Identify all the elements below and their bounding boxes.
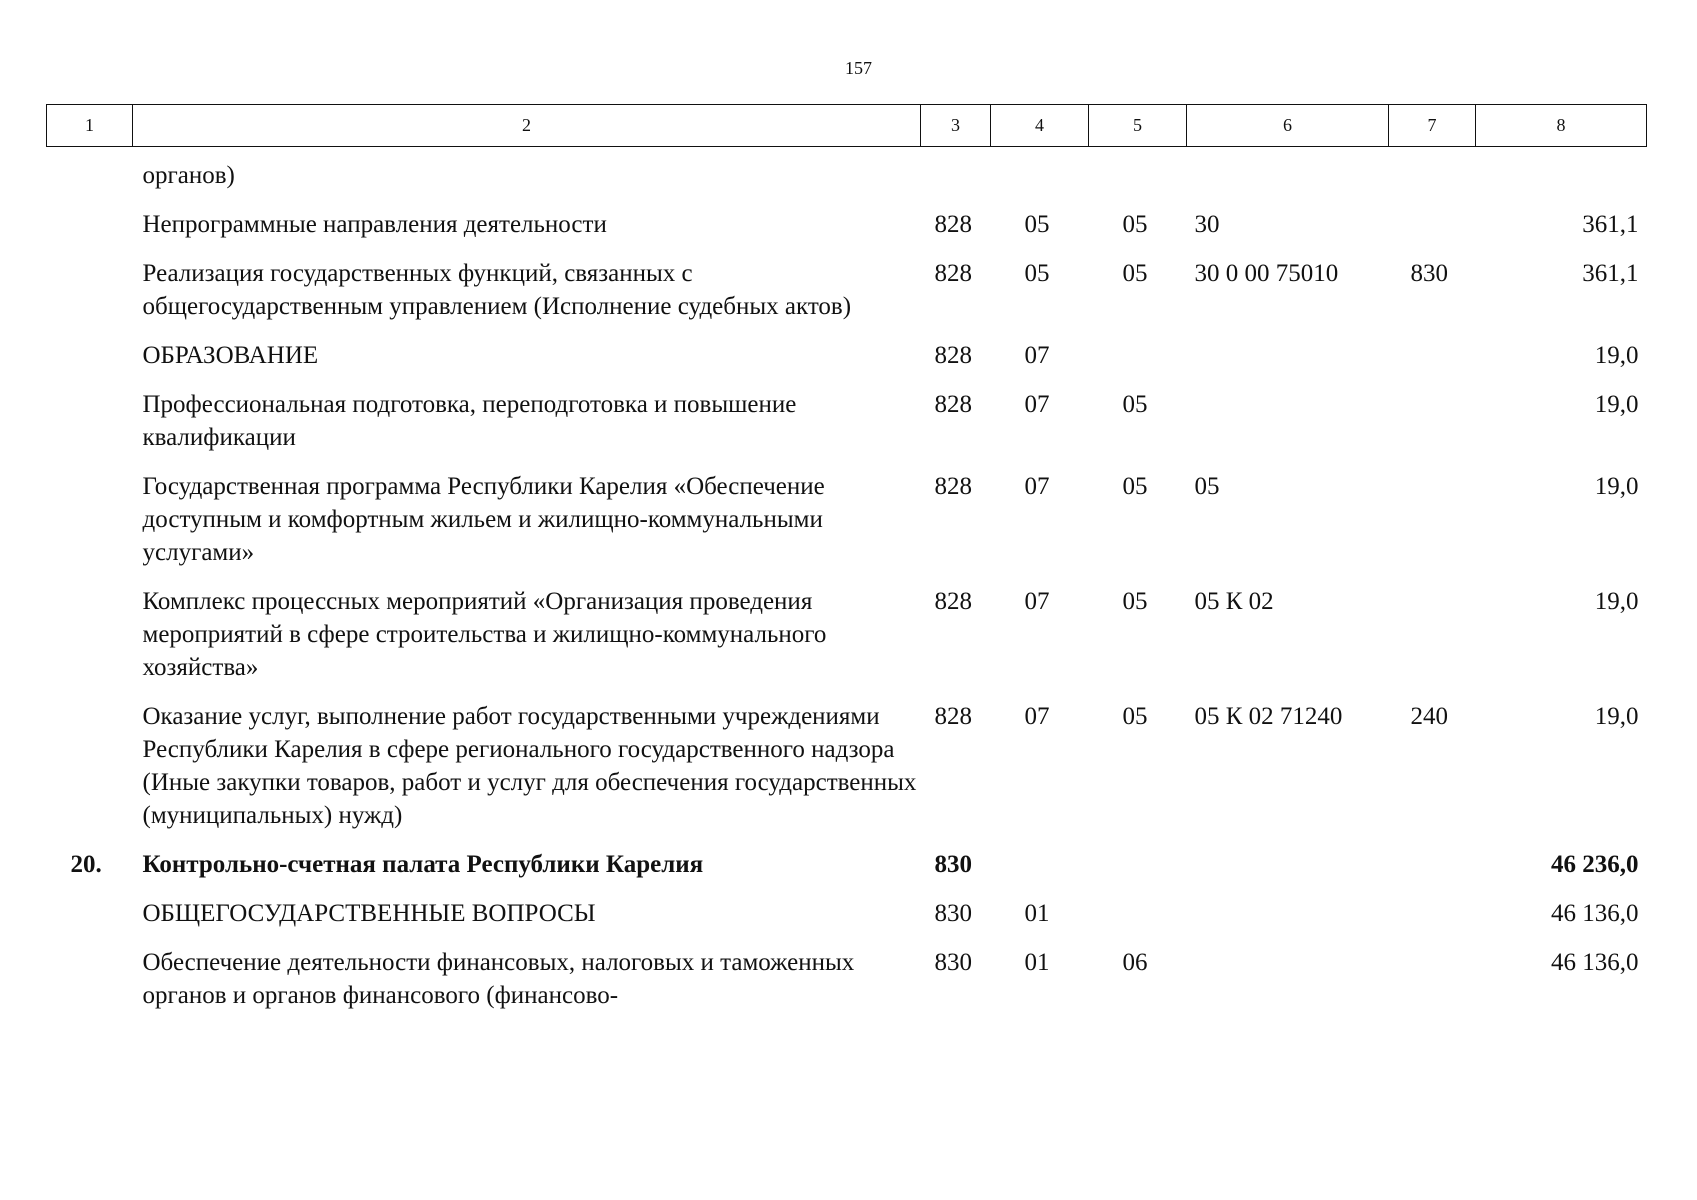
row-name: Непрограммные направления деятельности xyxy=(142,211,607,238)
row-number xyxy=(47,897,133,946)
row-name: Оказание услуг, выполнение работ государственными учреждениями Республики Карелия в сфере регионального государственного надзора (Иные закупки товаров, работ и услуг для обеспечения государственных (муниципальных) нужд) xyxy=(142,703,917,829)
row-target-article xyxy=(1187,388,1389,470)
table-body xyxy=(47,147,1647,1029)
row-ministry-code: 828 xyxy=(934,391,972,418)
row-section: 01 xyxy=(1024,900,1050,927)
table-row xyxy=(47,388,1647,470)
row-expense-type xyxy=(1389,208,1476,257)
row-name: Государственная программа Республики Карелия «Обеспечение доступным и комфортным жильем и жилищно-коммунальными услугами» xyxy=(142,473,825,566)
row-amount: 361,1 xyxy=(1582,260,1639,287)
row-amount: 19,0 xyxy=(1594,342,1639,369)
row-expense-type xyxy=(1389,339,1476,388)
row-expense-type xyxy=(1389,147,1476,209)
row-target-article: 05 К 02 xyxy=(1194,588,1274,615)
row-name: Контрольно-счетная палата Республики Карелия xyxy=(142,851,704,878)
row-section: 07 xyxy=(1024,391,1050,418)
row-number xyxy=(47,946,133,1028)
row-number: 20. xyxy=(70,851,102,878)
row-subsection xyxy=(1089,848,1187,897)
row-name: Обеспечение деятельности финансовых, налоговых и таможенных органов и органов финансового (финансово- xyxy=(142,949,855,1009)
row-subsection: 05 xyxy=(1122,473,1148,500)
page-number: 157 xyxy=(845,58,872,78)
row-expense-type xyxy=(1389,848,1476,897)
row-expense-type xyxy=(1389,470,1476,585)
row-target-article: 30 xyxy=(1194,211,1220,238)
row-section: 01 xyxy=(1024,949,1050,976)
row-ministry-code: 830 xyxy=(934,949,972,976)
table-row xyxy=(47,147,1647,209)
header-col-8: 8 xyxy=(1476,105,1647,147)
row-ministry-code: 828 xyxy=(934,260,972,287)
header-col-3: 3 xyxy=(921,105,991,147)
row-section xyxy=(991,147,1089,209)
row-subsection: 06 xyxy=(1122,949,1148,976)
row-name: Реализация государственных функций, связанных с общегосударственным управлением (Исполнение судебных актов) xyxy=(142,260,852,320)
row-number xyxy=(47,147,133,209)
row-amount: 19,0 xyxy=(1594,473,1639,500)
table-row xyxy=(47,339,1647,388)
row-expense-type: 240 xyxy=(1410,703,1448,730)
table-row xyxy=(47,848,1647,897)
row-expense-type xyxy=(1389,946,1476,1028)
row-section: 05 xyxy=(1024,260,1050,287)
row-subsection: 05 xyxy=(1122,211,1148,238)
row-name: Профессиональная подготовка, переподготовка и повышение квалификации xyxy=(142,391,797,451)
row-target-article xyxy=(1187,147,1389,209)
row-section: 07 xyxy=(1024,588,1050,615)
row-target-article: 05 xyxy=(1194,473,1220,500)
row-expense-type xyxy=(1389,897,1476,946)
row-ministry-code: 828 xyxy=(934,473,972,500)
header-col-6: 6 xyxy=(1187,105,1389,147)
row-amount: 46 136,0 xyxy=(1551,949,1639,976)
row-number xyxy=(47,470,133,585)
row-name: ОБРАЗОВАНИЕ xyxy=(142,342,319,369)
row-target-article xyxy=(1187,946,1389,1028)
row-name: ОБЩЕГОСУДАРСТВЕННЫЕ ВОПРОСЫ xyxy=(142,900,596,927)
row-amount: 19,0 xyxy=(1594,588,1639,615)
row-name: Комплекс процессных мероприятий «Организация проведения мероприятий в сфере строительства и жилищно-коммунального хозяйства» xyxy=(142,588,827,681)
row-subsection: 05 xyxy=(1122,260,1148,287)
row-amount xyxy=(1476,147,1647,209)
row-number xyxy=(47,257,133,339)
row-number xyxy=(47,388,133,470)
header-col-4: 4 xyxy=(991,105,1089,147)
row-target-article: 30 0 00 75010 xyxy=(1194,260,1339,287)
row-section: 05 xyxy=(1024,211,1050,238)
row-subsection xyxy=(1089,147,1187,209)
header-col-1: 1 xyxy=(47,105,133,147)
row-amount: 46 136,0 xyxy=(1551,900,1639,927)
row-name: органов) xyxy=(142,162,235,189)
row-subsection: 05 xyxy=(1122,391,1148,418)
row-subsection: 05 xyxy=(1122,703,1148,730)
budget-table xyxy=(46,104,1647,1028)
row-number xyxy=(47,700,133,848)
row-expense-type: 830 xyxy=(1410,260,1448,287)
row-ministry-code: 828 xyxy=(934,211,972,238)
row-subsection xyxy=(1089,897,1187,946)
row-section: 07 xyxy=(1024,342,1050,369)
row-amount: 46 236,0 xyxy=(1551,851,1639,878)
table-row xyxy=(47,257,1647,339)
row-target-article xyxy=(1187,339,1389,388)
row-subsection xyxy=(1089,339,1187,388)
row-ministry-code: 828 xyxy=(934,703,972,730)
row-number xyxy=(47,585,133,700)
table-row xyxy=(47,208,1647,257)
row-target-article: 05 К 02 71240 xyxy=(1194,703,1343,730)
header-col-5: 5 xyxy=(1089,105,1187,147)
row-ministry-code xyxy=(921,147,991,209)
row-target-article xyxy=(1187,897,1389,946)
row-section xyxy=(991,848,1089,897)
row-expense-type xyxy=(1389,388,1476,470)
table-row xyxy=(47,470,1647,585)
row-number xyxy=(47,339,133,388)
row-ministry-code: 828 xyxy=(934,588,972,615)
header-row xyxy=(47,105,1647,147)
row-amount: 19,0 xyxy=(1594,391,1639,418)
row-ministry-code: 828 xyxy=(934,342,972,369)
row-section: 07 xyxy=(1024,703,1050,730)
table-row xyxy=(47,700,1647,848)
header-col-7: 7 xyxy=(1389,105,1476,147)
row-amount: 19,0 xyxy=(1594,703,1639,730)
header-col-2: 2 xyxy=(133,105,921,147)
row-expense-type xyxy=(1389,585,1476,700)
table-row xyxy=(47,946,1647,1028)
row-ministry-code: 830 xyxy=(934,900,972,927)
row-number xyxy=(47,208,133,257)
row-section: 07 xyxy=(1024,473,1050,500)
table-row xyxy=(47,897,1647,946)
row-amount: 361,1 xyxy=(1582,211,1639,238)
row-ministry-code: 830 xyxy=(934,851,972,878)
table-row xyxy=(47,585,1647,700)
table-header xyxy=(47,105,1647,147)
row-target-article xyxy=(1187,848,1389,897)
row-subsection: 05 xyxy=(1122,588,1148,615)
